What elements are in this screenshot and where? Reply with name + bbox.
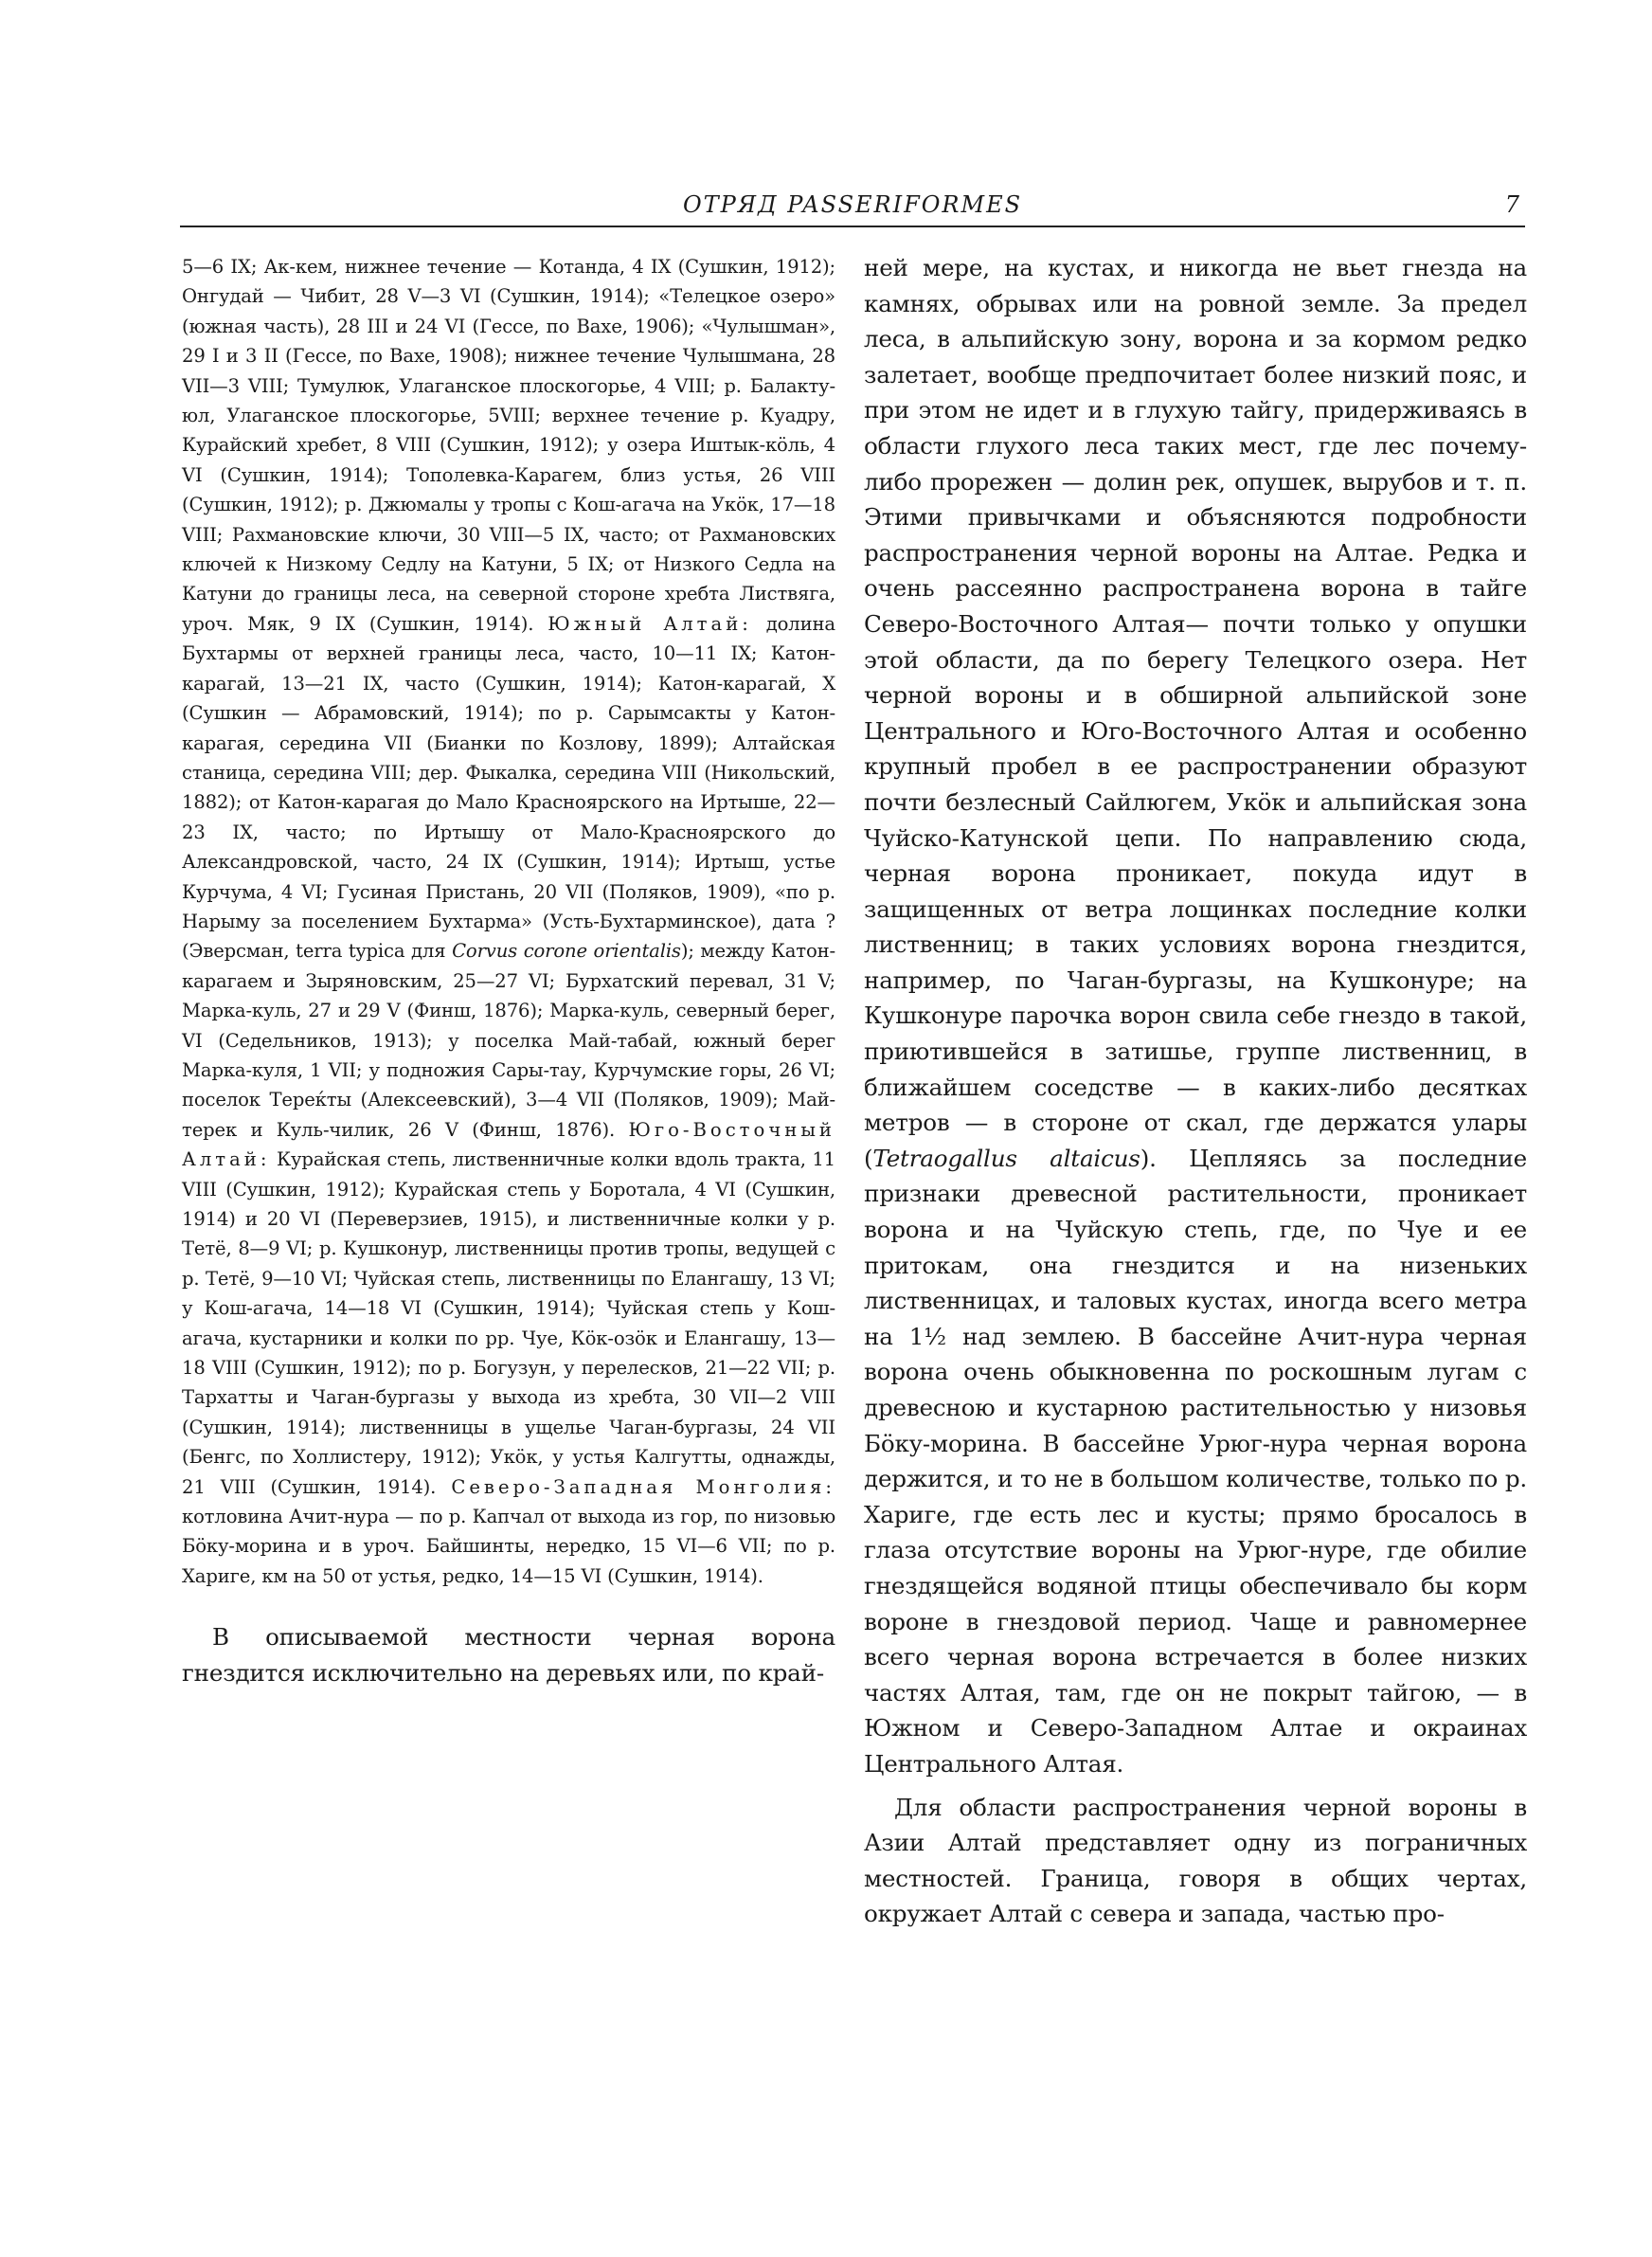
region-label-se-altai: Юго-Восточный Алтай: [182,1118,835,1171]
page-header [180,190,1525,227]
terra-typica-preposition: для [411,940,446,963]
paragraph-nesting-part-b: ). Цепляясь за последние признаки древесной растительности, проникает ворона и на Чуйскую степь, где, по Чуе и ее притокам, она гнездится и на низеньких лиственницах, и таловых кустах, иногда всего метра на 1½ над землею. В бассейне Ачит-нура черная ворона очень обыкновенна по роскошным лугам с древесною и кустарною растительностью у низовья Бӧку-морина. В бассейне Урюг-нура черная ворона держится, и то не в большом количестве, только по р. Хариге, где есть лес и кусты; прямо бросалось в глаза отсутствие вороны на Урюг-нуре, где обилие гнездящейся водяной птицы обеспечивало бы корм вороне в гнездовой период. Чаще и равномернее всего черная ворона встречается в более низких частях Алтая, там, где он не покрыт тайгою, — в Южном и Северо-Западном Алтае и окраинах Центрального Алтая. [864,1144,1527,1778]
localities-part-2: долина Бухтармы от верхней границы леса, часто, 10—11 IX; Катон-карагай, 13—21 IX, часто (Сушкин, 1914); Катон-карагай, X (Сушкин — Абрамовский, 1914); по р. Сарымсакты у Катон-карагая, середина VII (Бианки по Козлову, 1899); Алтайская станица, середина VIII; дер. Фыкалка, середина VIII (Никольский, 1882); от Катон-карагая до Мало Красноярского на Иртыше, 22—23 IX, часто; по Иртышу от Мало-Красноярского до Александровской, часто, 24 IX (Сушкин, 1914); Иртыш, устье Курчума, 4 VI; Гусиная Пристань, 20 VII (Поляков, 1909), «по р. Нарыму за поселением Бухтарма» (Усть-Бухтарминское), дата ? (Эверсман, [182,612,835,963]
paragraph-range: Для области распространения черной вороны в Азии Алтай представляет одну из пограничных местностей. Граница, говоря в общих чертах, окружает Алтай с севера и запада, частью про- [864,1793,1527,1928]
paragraph-nesting-part-a: ней мере, на кустах, и никогда не вьет гнезда на камнях, обрывах или на ровной земле. За предел леса, в альпийскую зону, ворона и за кормом редко залетает, вообще предпочитает более низкий пояс, и при этом не идет и в глухую тайгу, придерживаясь в области глухого леса таких мест, где лес почему-либо прорежен — долин рек, опушек, вырубов и т. п. Этими привычками и объясняются подробности распространения черной вороны на Алтае. Редка и очень рассеянно распространена ворона в тайге Северо-Восточного Алтая— почти только у опушки этой области, да по берегу Телецкого озера. Нет черной вороны и в обширной альпийской зоне Центрального и Юго-Восточного Алтая и особенно крупный пробел в ее распространении образуют почти безлесный Сайлюгем, Укӧк и альпийская зона Чуйско-Катунской цепи. По направлению сюда, черная ворона проникает, покуда идут в защищенных от ветра лощинках последние колки лиственниц; в таких условиях ворона гнездится, например, по Чаган-бургазы, на Кушконуре; на Кушконуре парочка ворон свила себе гнездо в такой, приютившейся в затишье, группе лиственниц, в ближайшем соседстве — в каких-либо десятках метров — в стороне от скал, где держатся улары ( [864,254,1527,1172]
main-text-start: В описываемой местности черная ворона гнездится исключительно на деревьях или, по край- [182,1623,835,1687]
paragraph-nesting [864,250,1527,1782]
species-name-corvus: Corvus corone orientalis [452,940,681,963]
region-label-nw-mongolia: Северо-Западная Монголия: [451,1475,835,1498]
right-column [864,250,1527,1932]
species-name-tetraogallus: Tetraogallus altaicus [872,1144,1140,1172]
localities-list [182,252,835,1591]
running-title: ОТРЯД PASSERIFORMES [682,191,1023,218]
left-column [182,252,835,1690]
terra-typica-label: terra typica [296,940,405,963]
page-number: 7 [1504,191,1519,218]
localities-part-3: ); между Катон-карагаем и Зыряновским, 25—27 VI; Бурхатский перевал, 31 V; Марка-куль, 27 и 29 V (Финш, 1876); Марка-куль, северный берег, VI (Седельников, 1913); у поселка Май-табай, южный берег Марка-куля, 1 VII; у подножия Сары-тау, Курчумские горы, 26 VI; поселок Тереќты (Алексеевский), 3—4 VII (Поляков, 1909); Май-терек и Куль-чилик, 26 V (Финш, 1876). [182,940,835,1141]
localities-part-4: Курайская степь, лиственничные колки вдоль тракта, 11 VIII (Сушкин, 1912); Курайская степь у Боротала, 4 VI (Сушкин, 1914) и 20 VI (Переверзиев, 1915), и лиственничные колки у р. Тетё, 8—9 VI; р. Кушконур, лиственницы против тропы, ведущей с р. Тетё, 9—10 VI; Чуйская степь, лиственницы по Елангашу, 13 VI; у Кош-агача, 14—18 VI (Сушкин, 1914); Чуйская степь у Кош-агача, кустарники и колки по рр. Чуе, Кӧк-озӧк и Елангашу, 13—18 VIII (Сушкин, 1912); по р. Богузун, у перелесков, 21—22 VII; р. Тархатты и Чаган-бургазы у выхода из хребта, 30 VII—2 VIII (Сушкин, 1914); лиственницы в ущелье Чаган-бургазы, 24 VII (Бенгс, по Холлистеру, 1912); Укӧк, у устья Калгутты, однажды, 21 VIII (Сушкин, 1914). [182,1148,835,1498]
localities-part-5: котловина Ачит-нура — по р. Капчал от выхода из гор, по низовью Бӧку-морина и в уроч. Байшинты, нередко, 15 VI—6 VII; по р. Хариге, км на 50 от устья, редко, 14—15 VI (Сушкин, 1914). [182,1506,835,1587]
region-label-south-altai: Южный Алтай: [548,612,752,635]
localities-part-1: 5—6 IX; Ак-кем, нижнее течение — Котанда, 4 IX (Сушкин, 1912); Онгудай — Чибит, 28 V—3 VI (Сушкин, 1914); «Телецкое озеро» (южная часть), 28 III и 24 VI (Гессе, по Вахе, 1906); «Чулышман», 29 I и 3 II (Гессе, по Вахе, 1908); нижнее течение Чулышмана, 28 VII—3 VIII; Тумулюк, Улаганское плоскогорье, 4 VIII; р. Балакту-юл, Улаганское плоскогорье, 5VIII; верхнее течение р. Куадру, Курайский хребет, 8 VIII (Сушкин, 1912); у озера Иштык-кӧль, 4 VI (Сушкин, 1914); Тополевка-Карагем, близ устья, 26 VIII (Сушкин, 1912); р. Джюмалы у тропы с Кош-агача на Укӧк, 17—18 VIII; Рахмановские ключи, 30 VIII—5 IX, часто; от Рахмановских ключей к Низкому Седлу на Катуни, 5 IX; от Низкого Седла на Катуни до границы леса, на северной стороне хребта Листвяга, уроч. Мяк, 9 IX (Сушкин, 1914). [182,256,835,635]
